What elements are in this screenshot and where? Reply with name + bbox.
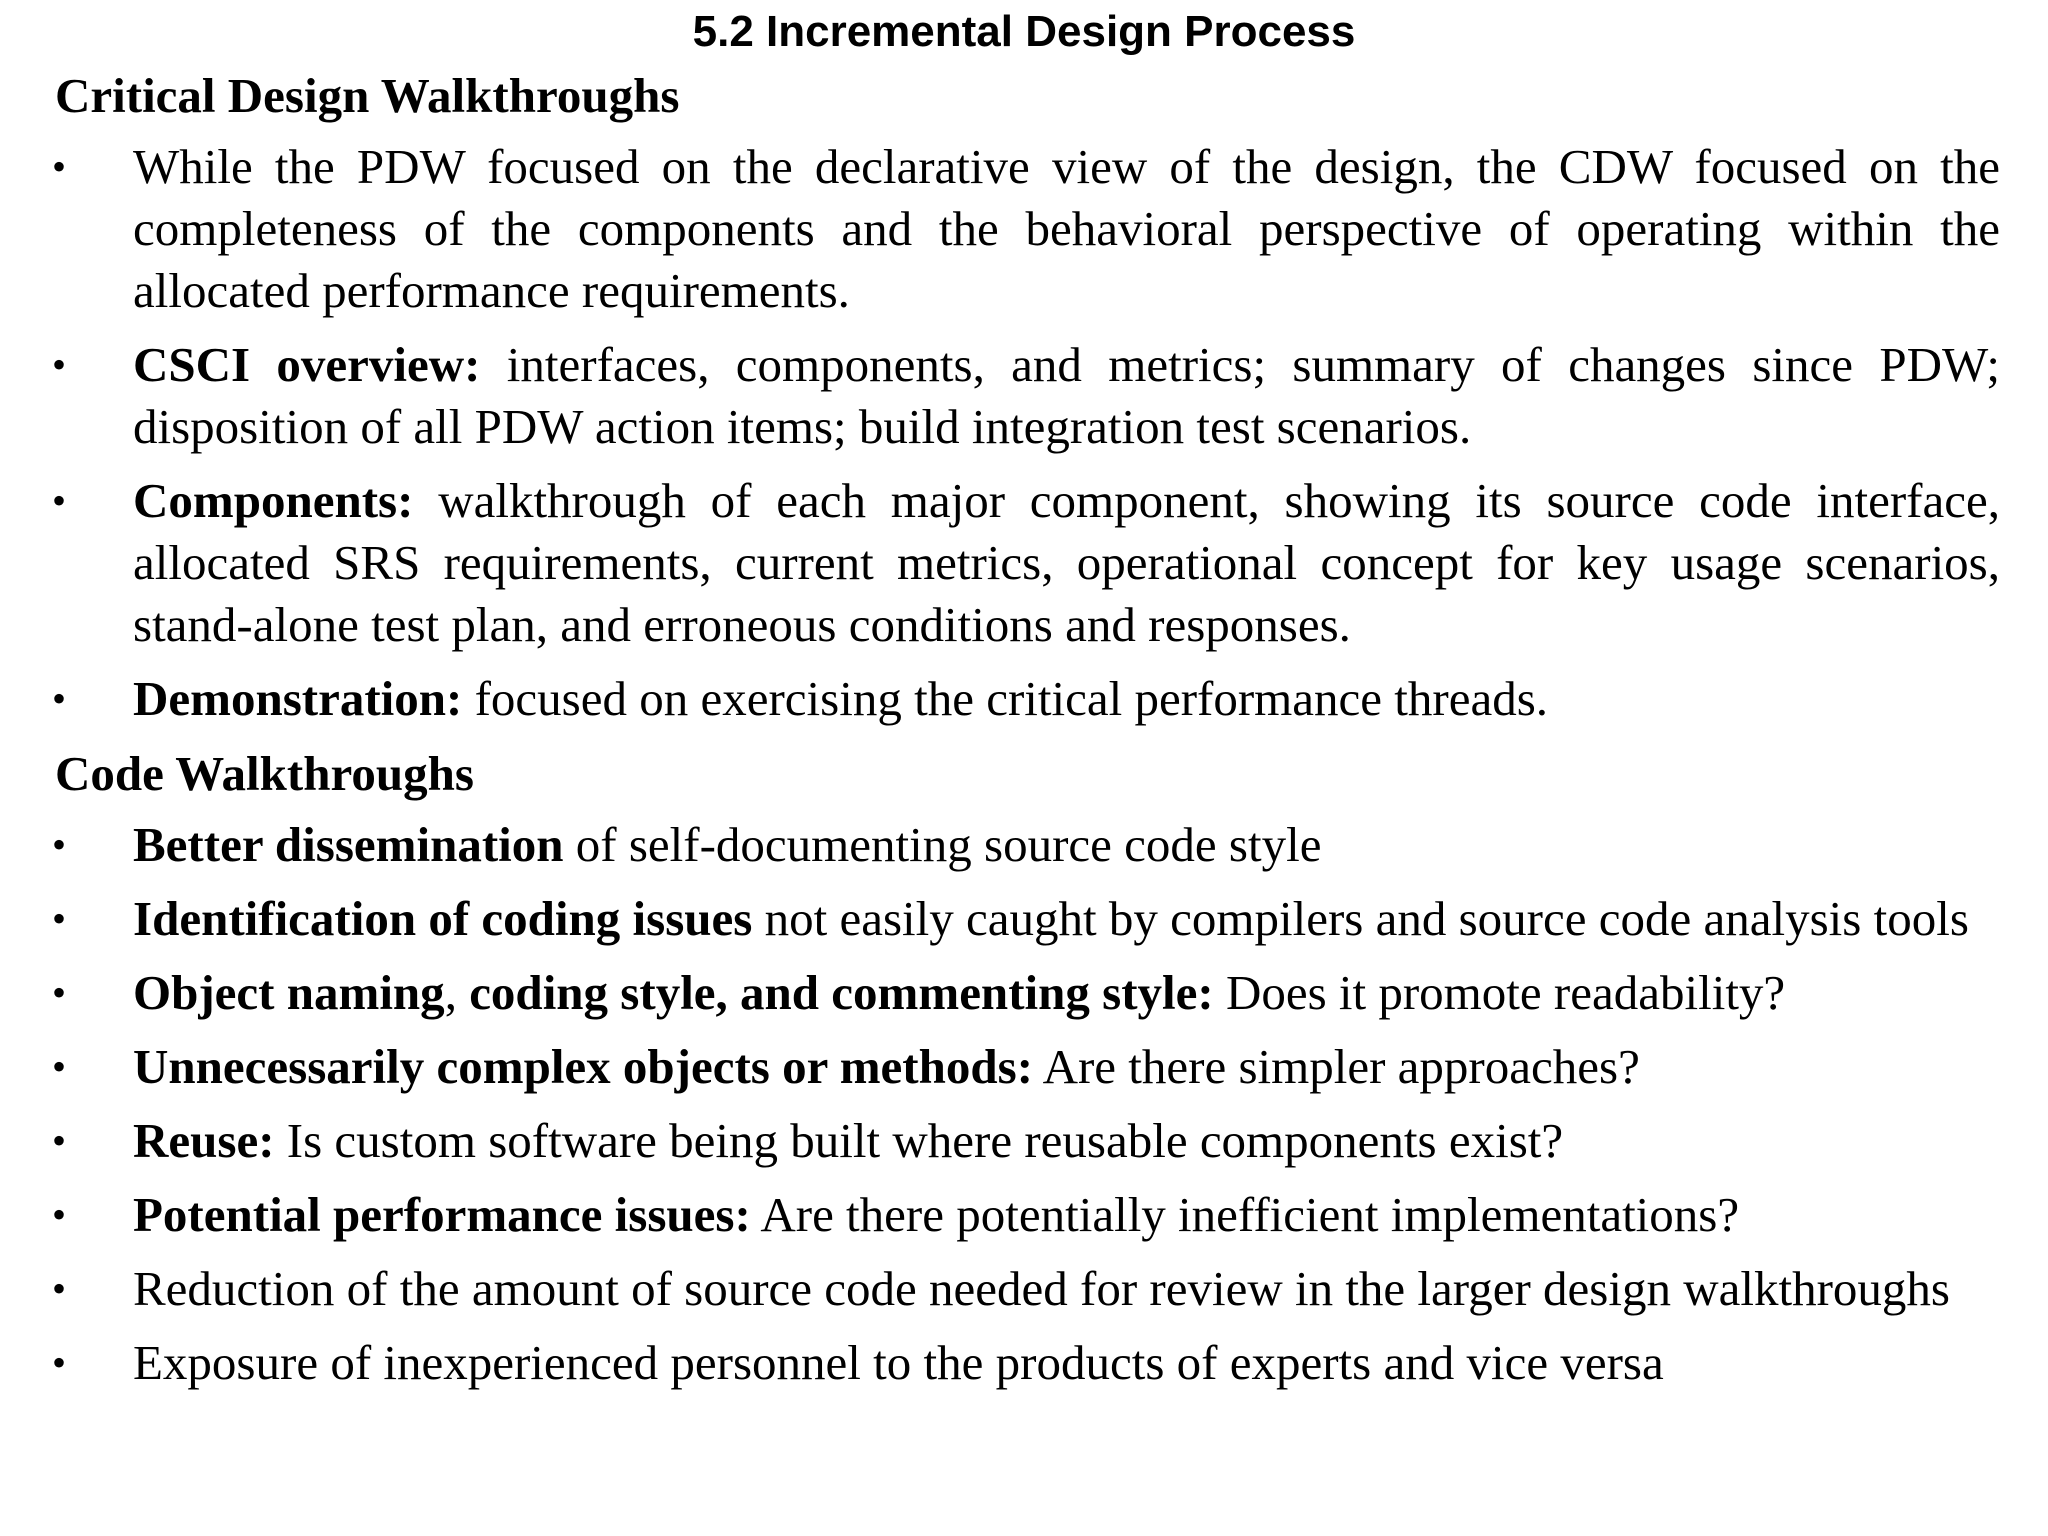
- list-item: [0, 814, 2048, 876]
- bullet-bold-lead: Object naming: [133, 965, 445, 1020]
- bullet-dot-icon: •: [52, 1044, 67, 1089]
- bullet-dot-icon: •: [52, 1340, 67, 1385]
- bullet-text: Does it promote readability?: [1213, 965, 1786, 1020]
- bullet-dot-icon: •: [52, 970, 67, 1015]
- list-item: [0, 888, 2048, 950]
- list-item: [0, 470, 2048, 656]
- bullet-bold-lead: Demonstration:: [133, 671, 463, 726]
- bullet-dot-icon: •: [52, 822, 67, 867]
- bullet-text: Reduction of the amount of source code needed for review in the larger design walkthroughs: [133, 1261, 1950, 1316]
- bullet-text: Is custom software being built where reusable components exist?: [274, 1113, 1564, 1168]
- bullet-text: interfaces, components, and metrics; summary of changes since PDW; disposition of all PDW action items; build integration test scenarios.: [133, 337, 2001, 454]
- bullet-bold-lead: Potential performance issues:: [133, 1187, 751, 1242]
- bullet-text: While the PDW focused on the declarative view of the design, the CDW focused on the completeness of the components and the behavioral perspective of operating within the allocated performance requirements.: [133, 139, 2000, 318]
- bullet-bold-lead: Identification of coding issues: [133, 891, 753, 946]
- bullet-text: Are there potentially inefficient implementations?: [750, 1187, 1740, 1242]
- bullet-dot-icon: •: [52, 342, 67, 387]
- list-item: [0, 1110, 2048, 1172]
- bullet-dot-icon: •: [52, 1266, 67, 1311]
- bullet-dot-icon: •: [52, 478, 67, 523]
- bullet-text: Exposure of inexperienced personnel to the products of experts and vice versa: [133, 1335, 1664, 1390]
- bullet-text: Are there simpler approaches?: [1033, 1039, 1640, 1094]
- bullet-dot-icon: •: [52, 896, 67, 941]
- list-item: [0, 334, 2048, 458]
- list-item: [0, 1258, 2048, 1320]
- bullet-bold-lead: Components:: [133, 473, 414, 528]
- bullet-bold-lead: Unnecessarily complex objects or methods:: [133, 1039, 1034, 1094]
- bullet-bold-lead: Better dissemination: [133, 817, 564, 872]
- bullet-separator: ,: [444, 965, 470, 1020]
- critical-design-bullet-list: [0, 136, 2048, 730]
- bullet-dot-icon: •: [52, 676, 67, 721]
- list-item: [0, 1184, 2048, 1246]
- bullet-text: not easily caught by compilers and source code analysis tools: [752, 891, 1969, 946]
- section-heading-critical-design: Critical Design Walkthroughs: [55, 68, 680, 123]
- code-walkthroughs-bullet-list: [0, 814, 2048, 1394]
- bullet-text: focused on exercising the critical performance threads.: [462, 671, 1549, 726]
- list-item: [0, 962, 2048, 1024]
- list-item: [0, 668, 2048, 730]
- bullet-bold-lead: CSCI overview:: [133, 337, 481, 392]
- slide-title: 5.2 Incremental Design Process: [692, 7, 1356, 56]
- bullet-dot-icon: •: [52, 1118, 67, 1163]
- bullet-text: walkthrough of each major component, showing its source code interface, allocated SRS requirements, current metrics, operational concept for key usage scenarios, stand-alone test plan, and erroneous conditions and responses.: [133, 473, 2000, 652]
- bullet-text: of self-documenting source code style: [563, 817, 1322, 872]
- bullet-bold-lead: Reuse:: [133, 1113, 275, 1168]
- bullet-dot-icon: •: [52, 1192, 67, 1237]
- list-item: [0, 1036, 2048, 1098]
- list-item: [0, 1332, 2048, 1394]
- bullet-dot-icon: •: [52, 144, 67, 189]
- section-heading-code-walkthroughs: Code Walkthroughs: [55, 746, 474, 801]
- list-item: [0, 136, 2048, 322]
- bullet-bold-lead-secondary: coding style, and commenting style:: [469, 965, 1214, 1020]
